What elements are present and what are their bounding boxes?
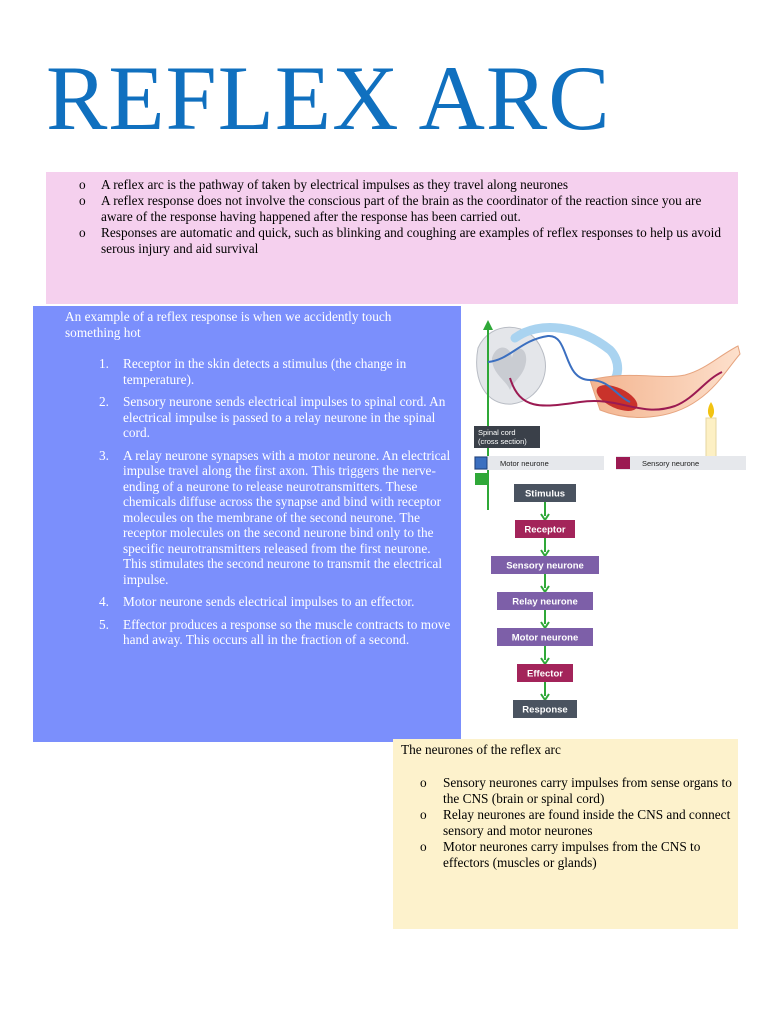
step-number: 3. [99, 447, 109, 463]
flow-step-label: Stimulus [524, 488, 566, 500]
spinal-cord-label-line1: Spinal cord [478, 428, 516, 437]
flow-arrow [541, 574, 549, 592]
step-number: 5. [99, 616, 109, 632]
flow-arrow [541, 610, 549, 628]
step-item [33, 394, 461, 441]
definition-list [46, 172, 738, 257]
flow-step-relay-neurone [497, 592, 593, 610]
neurone-text: Motor neurones carry impulses from the CNS to effectors (muscles or glands) [443, 839, 701, 870]
legend-motor-label: Motor neurone [500, 459, 549, 468]
flow-step-label: Sensory neurone [506, 560, 584, 572]
motor-neurone-arrowhead [483, 320, 493, 330]
bullet-icon: o [420, 807, 427, 822]
flow-step-label: Relay neurone [512, 596, 578, 608]
motor-swatch [475, 457, 487, 469]
motor-swatch-secondary [475, 473, 487, 485]
step-text: Receptor in the skin detects a stimulus (the change in temperature). [123, 356, 407, 387]
definition-text: Responses are automatic and quick, such as blinking and coughing are examples of reflex responses to help us avoid serous injury and aid survival [101, 225, 721, 256]
definition-text: A reflex arc is the pathway of taken by electrical impulses as they travel along neurones [101, 177, 569, 192]
flow-arrow [541, 682, 549, 700]
definition-text: A reflex response does not involve the conscious part of the brain as the coordinator of the reaction since you are aware of the response having happened after the response has been carried out. [101, 193, 702, 224]
example-intro: An example of a reflex response is when we accidently touch something hot [65, 309, 392, 340]
spinal-cord-label-line2: (cross section) [478, 437, 527, 446]
neurone-text: Relay neurones are found inside the CNS and connect sensory and motor neurones [443, 807, 731, 838]
step-number: 4. [99, 594, 109, 609]
sensory-swatch [616, 457, 630, 469]
step-item [33, 448, 461, 588]
flow-step-response [513, 700, 577, 718]
reflex-arc-definition-box [46, 172, 738, 304]
step-text: Effector produces a response so the muscle contracts to move hand away. This occurs all in the fraction of a second. [123, 616, 451, 647]
flow-step-label: Response [522, 704, 568, 716]
bullet-icon: o [79, 193, 86, 208]
step-text: Motor neurone sends electrical impulses to an effector. [123, 594, 415, 609]
flow-arrow [541, 502, 549, 520]
bullet-icon: o [79, 177, 86, 192]
neurone-text: Sensory neurones carry impulses from sense organs to the CNS (brain or spinal cord) [443, 775, 732, 806]
legend-sensory [616, 456, 746, 470]
reflex-flowchart [491, 484, 599, 718]
flow-step-receptor [515, 520, 575, 538]
neurone-item [420, 839, 733, 871]
flame-icon [708, 402, 714, 418]
step-number: 2. [99, 394, 109, 409]
candle-icon [706, 418, 716, 458]
bullet-icon: o [420, 775, 427, 790]
steps-list [33, 356, 461, 655]
bullet-icon: o [420, 839, 427, 854]
neurones-list [420, 775, 733, 871]
flow-step-sensory-neurone [491, 556, 599, 574]
step-text: A relay neurone synapses with a motor neurone. An electrical impulse travel along the first axon. This triggers the nerve-ending of a neurone to release neurotransmitters. These chemicals diffuse across the synapse and bind with receptor molecules on the membrane of the second neurone. The receptor molecules on the second neurone bind only to the specific neurotransmitters released from the first neurone. This stimulates the second neurone to transmit the electrical impulse. [123, 447, 451, 587]
spinal-cord-label [474, 426, 540, 448]
step-item [33, 594, 461, 610]
flow-step-label: Motor neurone [511, 632, 579, 644]
step-item [33, 617, 461, 648]
step-text: Sensory neurone sends electrical impulses to spinal cord. An electrical impulse is passed to a relay neurone in the spinal cord. [123, 394, 446, 440]
step-item [33, 356, 461, 387]
flow-step-label: Receptor [524, 524, 566, 536]
flow-step-label: Effector [527, 668, 563, 680]
flow-arrow [541, 538, 549, 556]
definition-item [79, 225, 728, 257]
bullet-icon: o [79, 225, 86, 240]
page-title: REFLEX ARC [46, 47, 611, 149]
reflex-illustration [477, 320, 740, 510]
legend-motor [474, 456, 604, 485]
definition-item [79, 177, 728, 193]
neurone-item [420, 775, 733, 807]
flow-step-effector [517, 664, 573, 682]
step-number: 1. [99, 356, 109, 371]
flow-step-stimulus [514, 484, 576, 502]
neurones-heading: The neurones of the reflex arc [401, 742, 561, 757]
reflex-arc-diagram [470, 310, 755, 730]
flow-arrow [541, 646, 549, 664]
neurones-box [393, 739, 738, 929]
legend-sensory-label: Sensory neurone [642, 459, 700, 468]
example-box [33, 306, 461, 742]
flow-step-motor-neurone [497, 628, 593, 646]
definition-item [79, 193, 728, 225]
neurone-item [420, 807, 733, 839]
